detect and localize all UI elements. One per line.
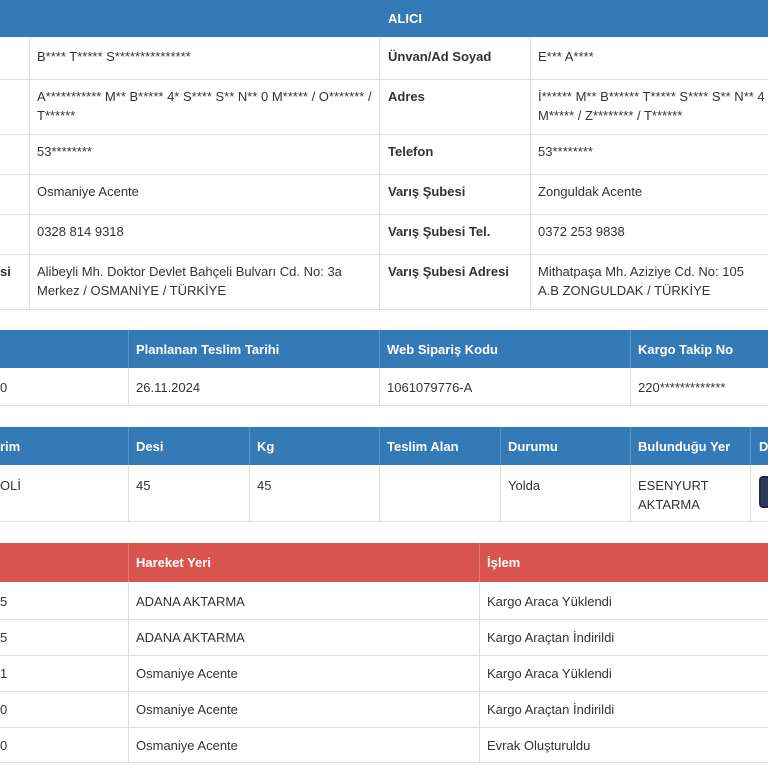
movement-place-header: Hareket Yeri bbox=[128, 543, 479, 582]
movement-action: Evrak Oluşturuldu bbox=[487, 737, 591, 753]
sender-branch-address-label: si bbox=[0, 264, 11, 279]
sender-branch-address: Alibeyli Mh. Doktor Devlet Bahçeli Bulvarı Cd. No: 3a Merkez / OSMANİYE / TÜRKİYE bbox=[37, 264, 342, 298]
movement-time: 0 bbox=[0, 737, 8, 753]
movement-time: 1 bbox=[0, 665, 8, 681]
recipient-address-label: Adres bbox=[388, 89, 425, 104]
movement-action: Kargo Araca Yüklendi bbox=[487, 665, 612, 681]
kg-value: 45 bbox=[257, 478, 272, 493]
sender-phone: 53******** bbox=[37, 144, 92, 159]
web-order-code-value: 1061079776-A bbox=[387, 379, 473, 395]
movement-place: Osmaniye Acente bbox=[136, 737, 238, 753]
sender-address: A*********** M** B***** 4* S**** S** N** 0 M***** / O******* / T****** bbox=[37, 89, 372, 123]
kg-header: Kg bbox=[249, 427, 379, 465]
recipient-header bbox=[380, 0, 768, 37]
recipient-phone: 53******** bbox=[538, 144, 593, 159]
recipient-branch-phone-label: Varış Şubesi Tel. bbox=[388, 224, 491, 239]
tracking-no-header: Kargo Takip No bbox=[630, 330, 768, 368]
recipient-phone-label: Telefon bbox=[388, 144, 434, 159]
location-value: ESENYURT AKTARMA bbox=[638, 478, 709, 512]
movement-action: Kargo Araçtan İndirildi bbox=[487, 701, 615, 717]
sender-name: B**** T***** S*************** bbox=[37, 49, 191, 64]
sender-header bbox=[0, 0, 380, 37]
movement-action: Kargo Araçtan İndirildi bbox=[487, 629, 615, 645]
order-header-first bbox=[0, 330, 128, 368]
movements-header-first bbox=[0, 543, 128, 582]
received-by-header: Teslim Alan bbox=[379, 427, 500, 465]
movement-time: 5 bbox=[0, 629, 8, 645]
order-first-value: 0 bbox=[0, 379, 8, 395]
recipient-branch: Zonguldak Acente bbox=[538, 184, 643, 199]
recipient-header-label: ALICI bbox=[388, 11, 422, 26]
planned-delivery-header: Planlanan Teslim Tarihi bbox=[128, 330, 379, 368]
movement-place: ADANA AKTARMA bbox=[136, 593, 245, 609]
status-value: Yolda bbox=[508, 478, 541, 493]
desi-header: Desi bbox=[128, 427, 249, 465]
movement-time: 0 bbox=[0, 701, 8, 717]
shipment-first-value: OLİ bbox=[0, 478, 21, 493]
movement-place: ADANA AKTARMA bbox=[136, 629, 245, 645]
planned-delivery-value: 26.11.2024 bbox=[136, 379, 201, 395]
shipment-header-last: D bbox=[751, 427, 768, 465]
status-header: Durumu bbox=[500, 427, 630, 465]
recipient-name-label: Ünvan/Ad Soyad bbox=[388, 49, 492, 64]
recipient-name: E*** A**** bbox=[538, 49, 594, 64]
recipient-branch-label: Varış Şubesi bbox=[388, 184, 466, 199]
desi-value: 45 bbox=[136, 478, 151, 493]
details-button[interactable] bbox=[759, 476, 768, 508]
movement-place: Osmaniye Acente bbox=[136, 701, 238, 717]
movement-action-header: İşlem bbox=[479, 543, 768, 582]
recipient-branch-address: Mithatpaşa Mh. Aziziye Cd. No: 105 A.B ZONGULDAK / TÜRKİYE bbox=[538, 264, 744, 298]
movement-action: Kargo Araca Yüklendi bbox=[487, 593, 612, 609]
location-header: Bulunduğu Yer bbox=[630, 427, 751, 465]
movement-place: Osmaniye Acente bbox=[136, 665, 238, 681]
received-by-value bbox=[379, 466, 500, 521]
recipient-address: İ****** M** B****** T***** S**** S** N** 4 M***** / Z******** / T****** bbox=[538, 89, 765, 123]
web-order-code-header: Web Sipariş Kodu bbox=[379, 330, 630, 368]
sender-branch: Osmaniye Acente bbox=[37, 184, 139, 199]
sender-branch-phone: 0328 814 9318 bbox=[37, 224, 124, 239]
recipient-branch-phone: 0372 253 9838 bbox=[538, 224, 625, 239]
tracking-no-value: 220************* bbox=[638, 379, 726, 395]
movement-time: 5 bbox=[0, 593, 8, 609]
shipment-header-first: rim bbox=[0, 427, 128, 465]
recipient-branch-address-label: Varış Şubesi Adresi bbox=[388, 264, 509, 279]
